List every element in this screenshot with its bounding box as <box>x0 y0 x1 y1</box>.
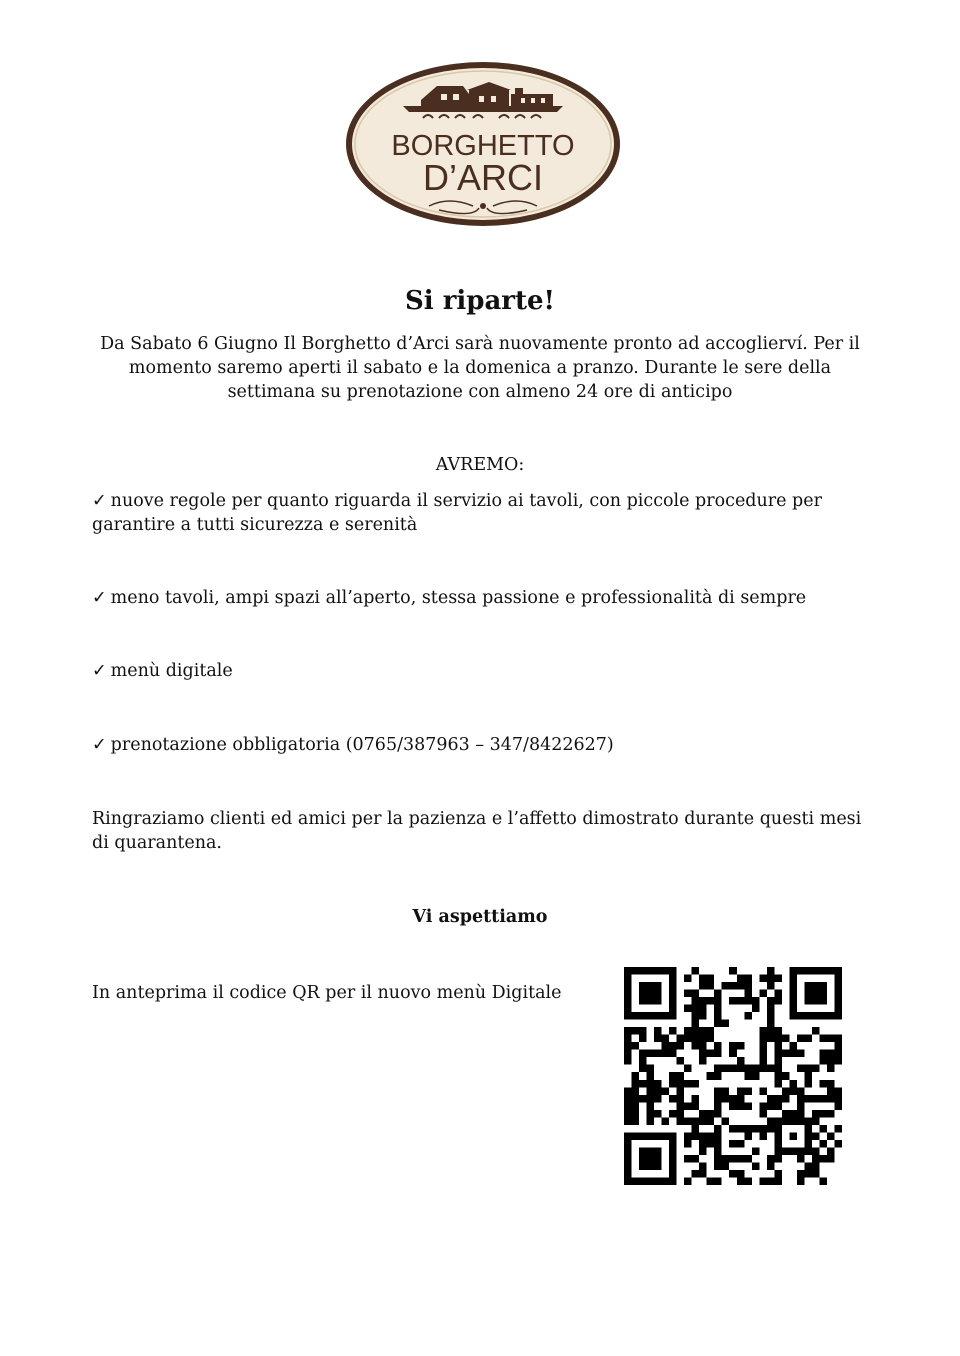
qr-code-graphic <box>624 967 842 1185</box>
check-icon: ✓ <box>92 588 107 608</box>
list-item <box>92 733 882 757</box>
qr-code-icon <box>624 967 842 1185</box>
section-heading: AVREMO: <box>435 455 525 475</box>
logo-line2: D’ARCI <box>422 157 544 198</box>
logo-emblem <box>343 60 623 230</box>
page-title: Si riparte! <box>405 286 555 316</box>
logo-line1: BORGHETTO <box>391 130 575 162</box>
thanks-paragraph: Ringraziamo clienti ed amici per la pazienza e l’affetto dimostrato durante questi mesi di quarantena. <box>92 809 862 853</box>
closing-line: Vi aspettiamo <box>412 907 548 927</box>
intro-paragraph: Da Sabato 6 Giugno Il Borghetto d’Arci sarà nuovamente pronto ad accoglierví. Per il momento saremo aperti il sabato e la domenica a pranzo. Durante le sere della settimana su prenotazione con almeno 24 ore di anticipo <box>100 334 860 402</box>
list-item <box>92 659 882 683</box>
list-item-text: meno tavoli, ampi spazi all’aperto, stessa passione e professionalità di sempre <box>110 588 807 608</box>
list-item <box>92 586 882 610</box>
list-item-text: menù digitale <box>110 661 233 681</box>
qr-caption: In anteprima il codice QR per il nuovo menù Digitale <box>92 983 562 1003</box>
restaurant-logo <box>343 60 623 230</box>
list-item-text: prenotazione obbligatoria (0765/387963 – 347/8422627) <box>110 735 614 755</box>
list-item <box>92 489 882 537</box>
check-icon: ✓ <box>92 735 107 755</box>
check-icon: ✓ <box>92 661 107 681</box>
list-item-text: nuove regole per quanto riguarda il servizio ai tavoli, con piccole procedure per garantire a tutti sicurezza e serenità <box>92 491 822 535</box>
check-icon: ✓ <box>92 491 107 511</box>
